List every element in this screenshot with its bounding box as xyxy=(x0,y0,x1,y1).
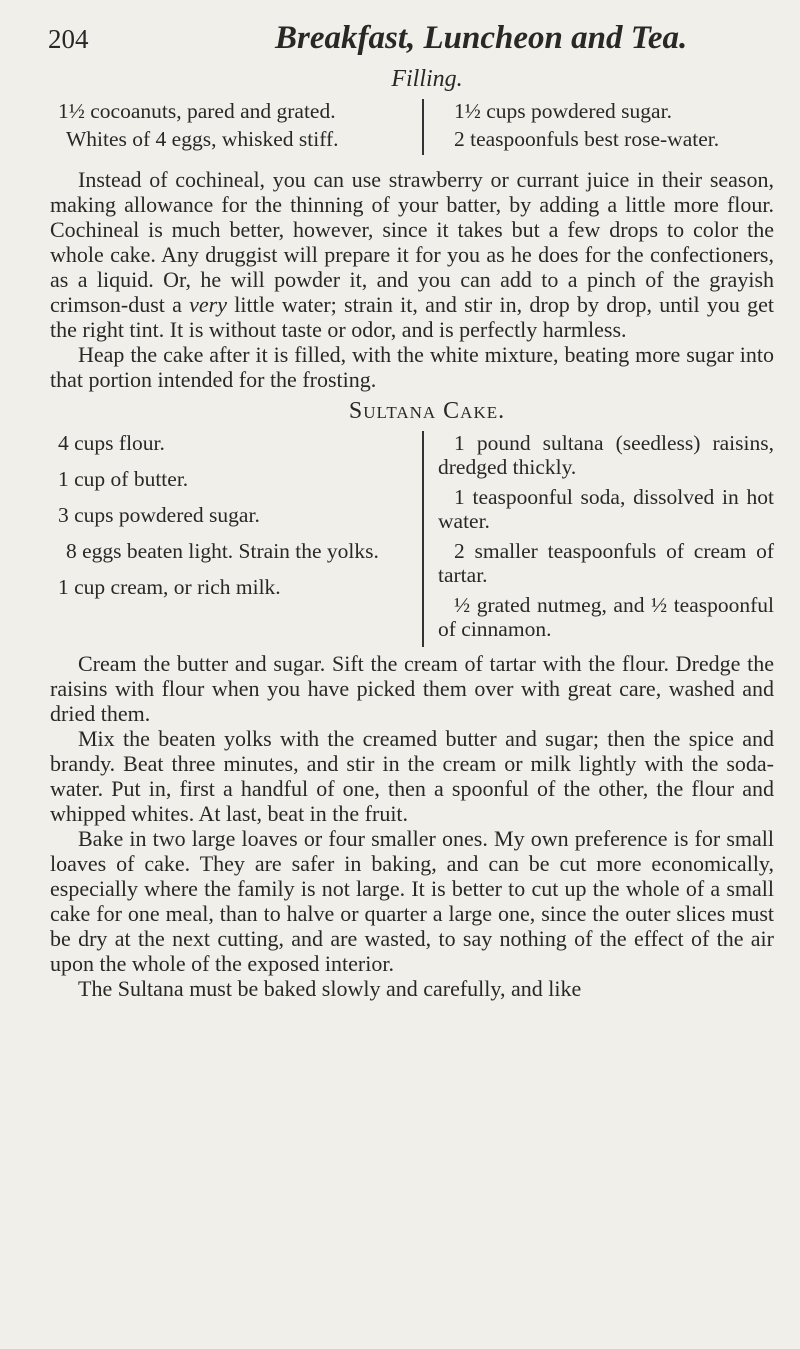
paragraph-text: little water; strain it, and stir in, drop by drop, until you get the right tint. It is without taste or odor, and is perfectly harmless. xyxy=(50,292,774,342)
ingredient-item: 1 cup cream, or rich milk. xyxy=(58,575,281,599)
ingredient-item: Whites of 4 eggs, whisked stiff. xyxy=(66,127,339,151)
filling-ingredients xyxy=(50,99,774,155)
ingredient-item: 1 cup of butter. xyxy=(58,467,189,491)
ingredient-item: 2 smaller teaspoonfuls of cream of tartar. xyxy=(438,539,774,587)
sultana-ingredients-right xyxy=(422,431,774,647)
paragraph: Heap the cake after it is filled, with the white mixture, beating more sugar into that portion intended for the frosting. xyxy=(50,342,774,392)
paragraph: Mix the beaten yolks with the creamed butter and sugar; then the spice and brandy. Beat three minutes, and stir in the cream or milk lightly with the soda-water. Put in, first a handful of one, then a spoonful of the other, the flour and whipped whites. At last, beat in the fruit. xyxy=(50,726,774,826)
ingredient-item: 1 teaspoonful soda, dissolved in hot water. xyxy=(438,485,774,533)
sultana-ingredients xyxy=(50,431,774,647)
paragraph xyxy=(50,167,774,342)
filling-ingredients-right xyxy=(422,99,774,155)
filling-ingredients-left xyxy=(50,99,422,155)
filling-instructions xyxy=(50,167,774,392)
ingredient-item: 1½ cocoanuts, pared and grated. xyxy=(58,99,336,123)
ingredient-item: 1½ cups powdered sugar. xyxy=(454,99,672,123)
ingredient-item: 8 eggs beaten light. Strain the yolks. xyxy=(66,539,379,563)
ingredient-item: ½ grated nutmeg, and ½ teaspoonful of cinnamon. xyxy=(438,593,774,641)
paragraph: Cream the butter and sugar. Sift the cream of tartar with the flour. Dredge the raisins with flour when you have picked them over with great care, washed and dried them. xyxy=(50,651,774,726)
emphasis-text: very xyxy=(189,292,227,317)
ingredient-item: 1 pound sultana (seedless) raisins, dredged thickly. xyxy=(438,431,774,479)
paragraph-text: Instead of cochineal, you can use strawberry or currant juice in their season, making allowance for the thinning of your batter, by adding a little more flour. Cochineal is much better, however, since it takes but a few drops to color the whole cake. Any druggist will prepare it for you as he does for the confectioners, as a liquid. Or, he will powder it, and you can add to a pinch of the grayish crimson-dust a xyxy=(50,167,774,317)
filling-heading: Filling. xyxy=(391,66,463,92)
ingredient-item: 4 cups flour. xyxy=(58,431,165,455)
page-header xyxy=(50,14,774,54)
running-title: Breakfast, Luncheon and Tea. xyxy=(275,20,688,56)
paragraph: The Sultana must be baked slowly and carefully, and like xyxy=(78,976,582,1001)
sultana-instructions xyxy=(50,651,774,1001)
paragraph: Bake in two large loaves or four smaller ones. My own preference is for small loaves of cake. They are safer in baking, and can be cut more economically, especially where the family is not large. It is better to cut up the whole of a small cake for one meal, than to halve or quarter a large one, since the outer slices must be dry at the next cutting, and are wasted, to say nothing of the effect of the air upon the whole of the exposed interior. xyxy=(50,826,774,976)
page-number: 204 xyxy=(48,24,89,54)
sultana-cake-heading: Sultana Cake. xyxy=(348,398,506,424)
ingredient-item: 3 cups powdered sugar. xyxy=(58,503,260,527)
ingredient-item: 2 teaspoonfuls best rose-water. xyxy=(454,127,720,151)
sultana-ingredients-left xyxy=(50,431,422,647)
